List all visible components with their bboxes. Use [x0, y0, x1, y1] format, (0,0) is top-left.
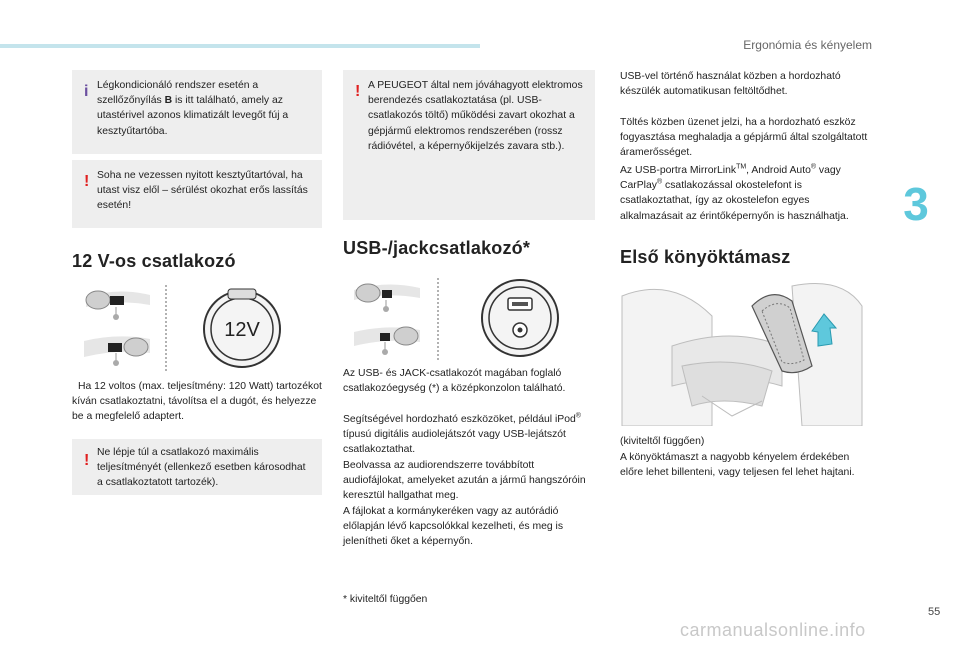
warning-box-peugeot [343, 70, 595, 220]
bullet-12v-usage: Ha 12 voltos (max. teljesítmény: 120 Watt) tartozékot kíván csatlakoztatni, távolítsa el a dugót, és helyezze be a megfelelő adaptert. [72, 381, 322, 423]
warning-box-text: Soha ne vezessen nyitott kesztyűtartóval, ha utast visz elől – sérülést okozhat erős lassítás esetén! [97, 170, 308, 212]
illustration-usb-socket [350, 276, 600, 362]
car-dashboard-bottom [84, 336, 150, 366]
warning-icon: ! [84, 173, 90, 190]
header-accent-bar [0, 44, 480, 48]
info-box-ventilation [72, 70, 322, 154]
usb-paragraph-2: Segítségével hordozható eszközöket, például iPod® típusú digitális audiolejátszót vagy USB-lejátszót csatlakoztathat. [343, 412, 581, 456]
usb-charging-paragraph: USB-vel történő használat közben a hordozható készülék automatikusan feltöltődhet. [620, 71, 841, 98]
heading-usb-jack: USB-/jackcsatlakozó* [343, 238, 531, 258]
usb-paragraph-4: A fájlokat a kormánykeréken vagy az autórádió előlapján lévő kapcsolókkal kezelheti, és meg is jelenítheti őket a képernyőn. [343, 506, 564, 548]
mirrorlink-paragraph: Az USB-portra MirrorLink™, Android Auto® vagy CarPlay® csatlakozással okostelefont is csatlakoztathat, így az okostelefon egyes alkalmazásait az érintőképernyőn is használhatja. [620, 163, 849, 222]
armrest-paragraph: A könyöktámaszt a nagyobb kényelem érdekében előre lehet billenteni, vagy teljesen fel lehet hajtani. [620, 452, 855, 479]
illustration-armrest [612, 276, 867, 426]
warning-icon: ! [355, 83, 361, 100]
car-dashboard-top [86, 291, 150, 320]
section-title: Ergonómia és kényelem [743, 38, 872, 52]
info-icon: i [84, 83, 89, 100]
car-dashboard-bottom [354, 327, 420, 355]
armrest-note: (kiviteltől függően) [620, 436, 705, 447]
warning-box-glovebox [72, 160, 322, 228]
usb-paragraph-1: Az USB- és JACK-csatlakozót magában foglaló csatlakozóegység (*) a középkonzolon található. [343, 368, 566, 395]
socket-12v-icon [204, 289, 280, 367]
heading-armrest: Első könyöktámasz [620, 247, 791, 267]
watermark: carmanualsonline.info [680, 620, 866, 640]
heading-12v-socket: 12 V-os csatlakozó [72, 251, 236, 271]
warning-box-text: A PEUGEOT által nem jóváhagyott elektromos berendezés csatlakoztatása (pl. USB-csatlakozós töltő) működési zavart okozhat a gépjármű elektromos rendszerében (rossz rádióvétel, a képernyőkijelzés zavara stb.). [368, 80, 583, 152]
warning-box-text: Ne lépje túl a csatlakozó maximális teljesítményét (ellenkező esetben károsodhat a csatlakoztatott tartozék). [97, 447, 306, 489]
chapter-number: 3 [903, 178, 929, 230]
warning-icon: ! [84, 452, 90, 469]
footnote: * kiviteltől függően [343, 594, 428, 605]
illustration-12v-socket [78, 283, 328, 375]
warning-box-max-power [72, 439, 322, 495]
car-dashboard-top [354, 284, 420, 312]
usb-jack-port-icon [482, 280, 558, 356]
info-box-text: Légkondicionáló rendszer esetén a szellőzőnyílás B is itt található, amely az utastérivel azonos klimatizált levegőt fúj a kesztyűtartóba. [97, 80, 289, 137]
page-number: 55 [928, 606, 941, 618]
socket-label: 12V [224, 319, 260, 341]
usb-charging-warning-paragraph: Töltés közben üzenet jelzi, ha a hordozható eszköz fogyasztása meghaladja a gépjármű által szolgáltatott áramerősséget. [620, 117, 868, 159]
usb-paragraph-3: Beolvassa az audiorendszerre továbbított audiofájlokat, amelyeket azután a jármű hangszóróin keresztül hallgathat meg. [343, 460, 586, 502]
